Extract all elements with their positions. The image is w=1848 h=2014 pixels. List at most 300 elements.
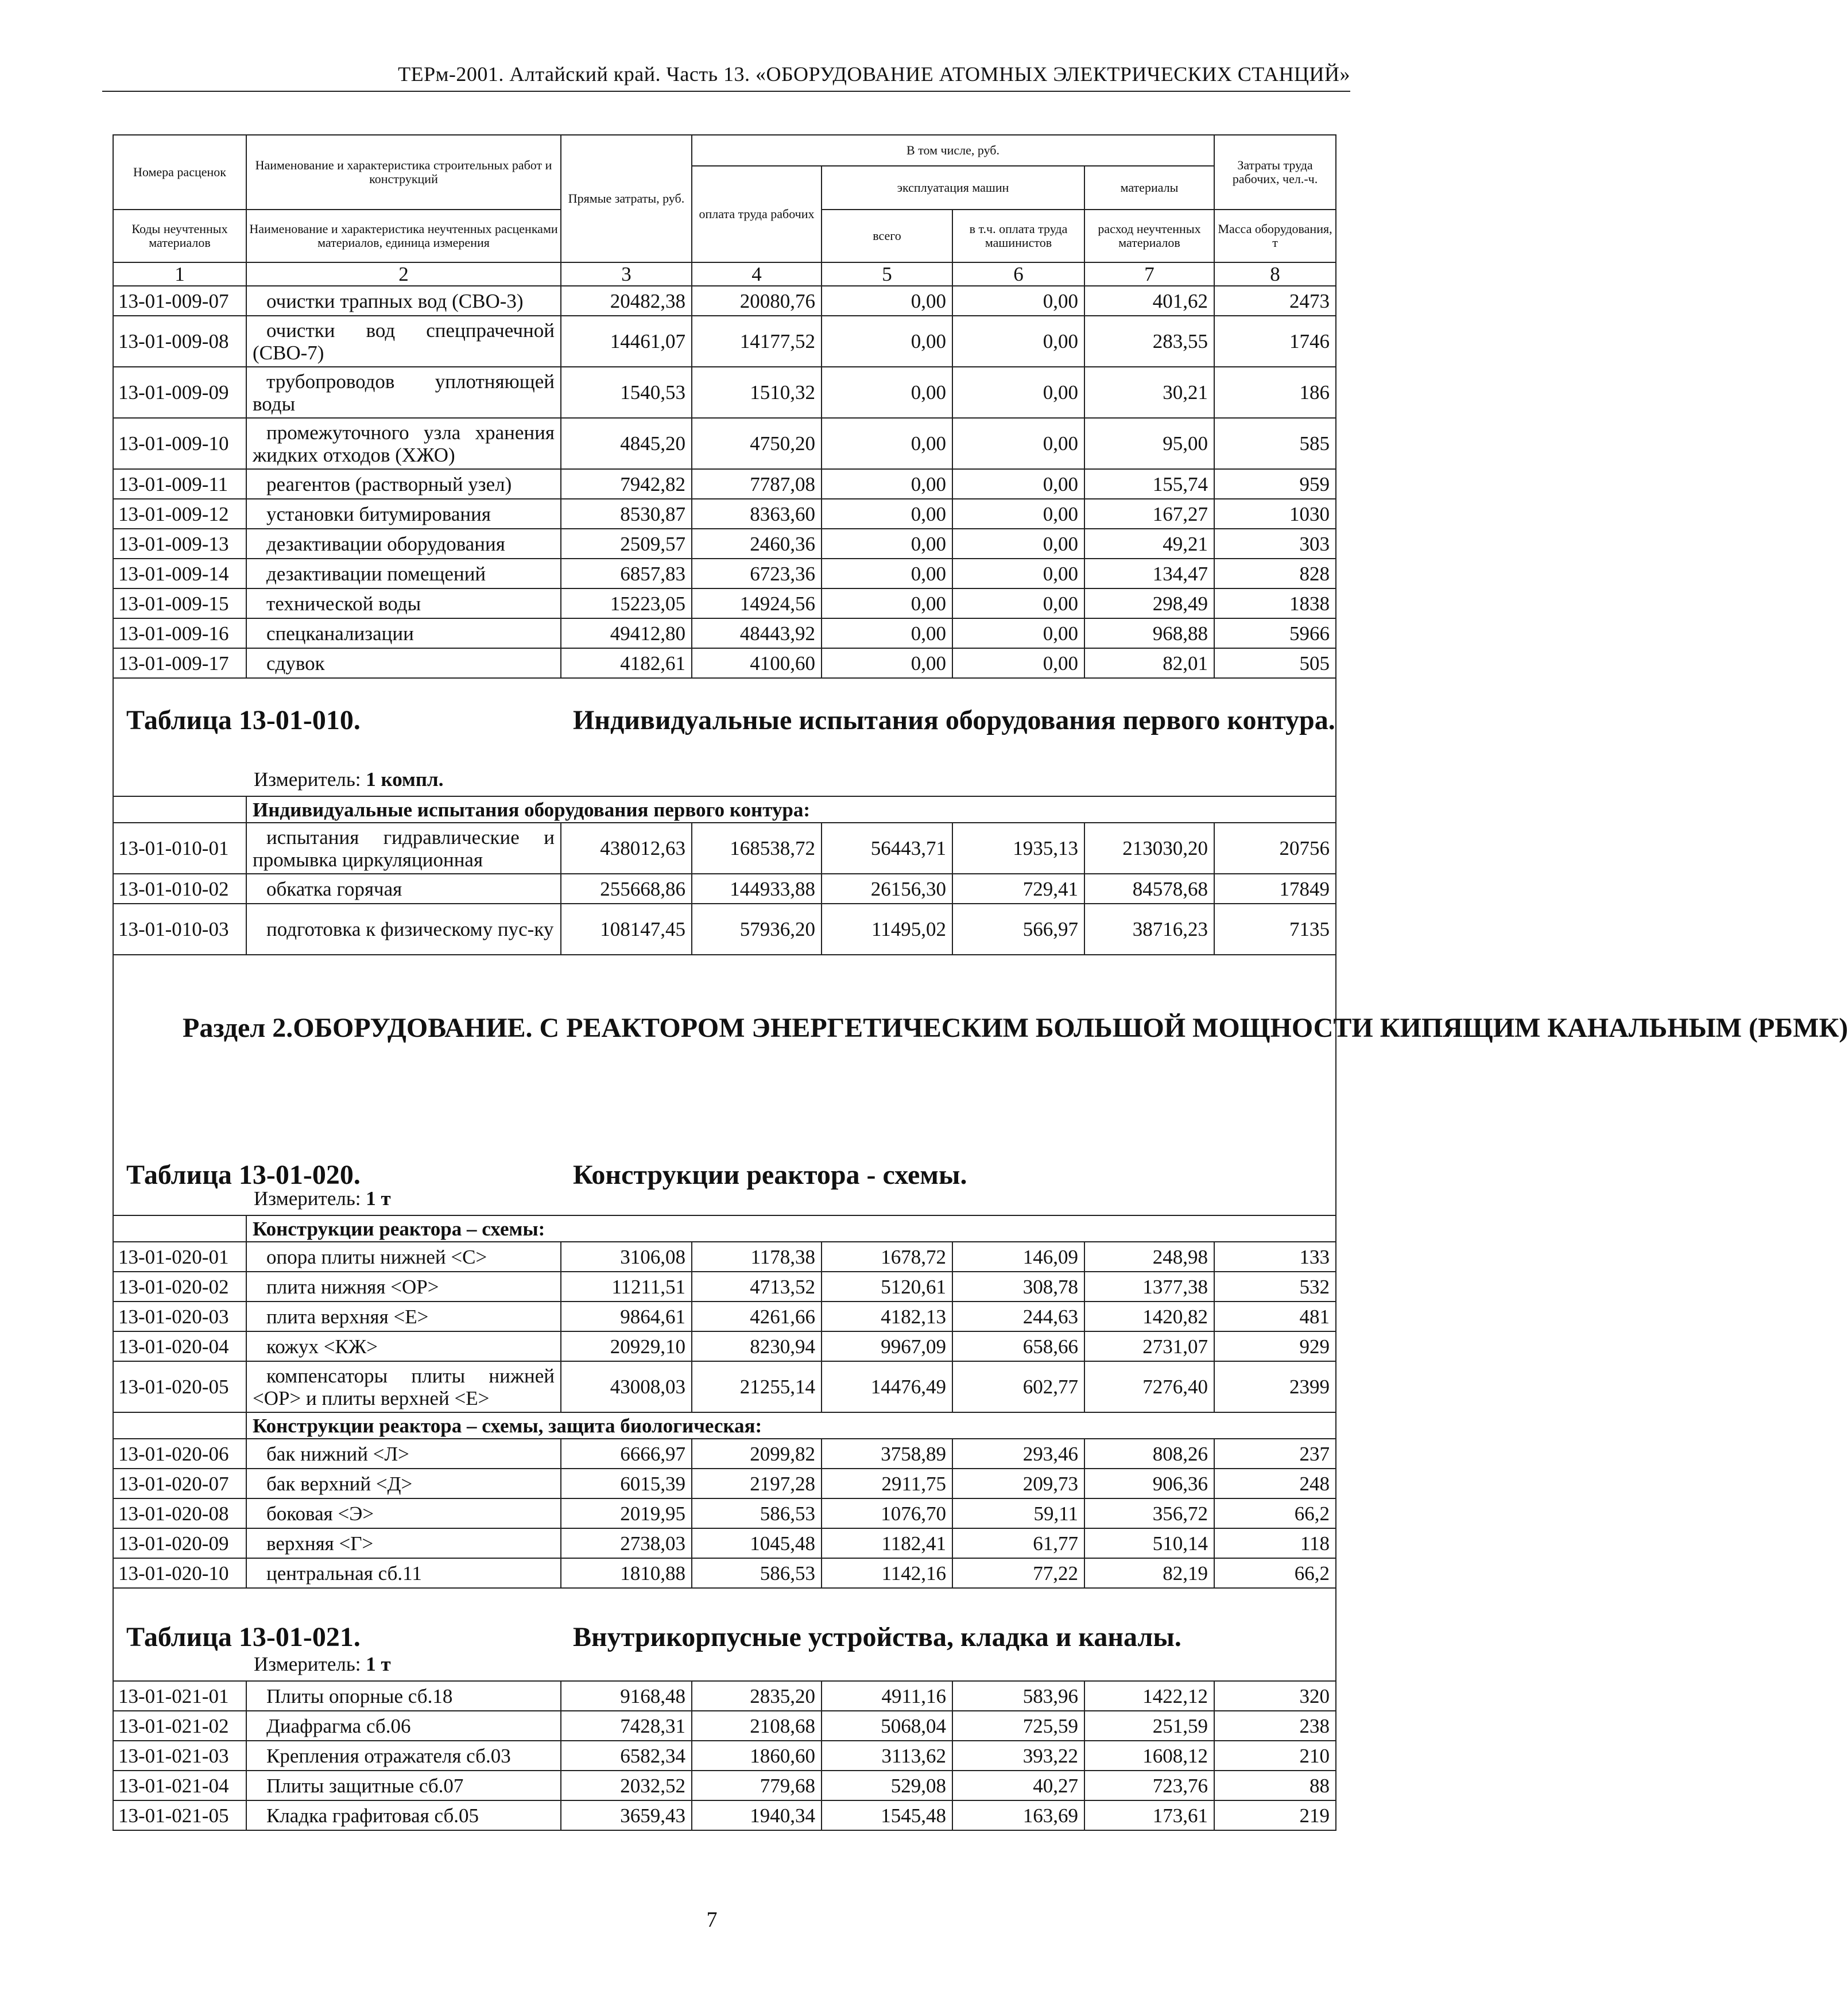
machinist-wages-cell: 0,00: [952, 559, 1084, 588]
workers-wages-cell: 168538,72: [692, 823, 822, 874]
workers-wages-cell: 2099,82: [692, 1439, 822, 1469]
work-name-cell: [246, 1528, 561, 1558]
materials-cost-cell: 401,62: [1084, 286, 1214, 316]
machinist-wages-cell: 77,22: [952, 1558, 1084, 1588]
rate-code-cell: 13-01-009-10: [113, 418, 246, 469]
page-number: 7: [706, 1908, 718, 1932]
rate-code-cell: 13-01-010-03: [113, 904, 246, 955]
table-020-heading: [113, 1149, 1336, 1215]
rate-code-cell: 13-01-020-10: [113, 1558, 246, 1588]
col-number: 7: [1084, 262, 1214, 286]
materials-cost-cell: 30,21: [1084, 367, 1214, 418]
machinist-wages-cell: 583,96: [952, 1681, 1084, 1711]
table-row: [113, 367, 1336, 418]
machines-total-cell: 5120,61: [822, 1272, 952, 1302]
work-name-text: технической воды: [266, 592, 421, 615]
workers-wages-cell: 2197,28: [692, 1469, 822, 1498]
rate-code-cell: 13-01-009-07: [113, 286, 246, 316]
workers-wages-cell: 4713,52: [692, 1272, 822, 1302]
work-name-cell: [246, 367, 561, 418]
col-name-sub-header: Наименование и характеристика неучтенных расценками материалов, единица измерения: [246, 210, 561, 262]
work-name-text: бак нижний <Л>: [266, 1442, 409, 1465]
machinist-wages-cell: 244,63: [952, 1302, 1084, 1331]
work-name-cell: [246, 1242, 561, 1272]
unit-of-measure: [254, 1187, 391, 1210]
labour-or-mass-cell: 532: [1214, 1272, 1336, 1302]
machinist-wages-cell: 0,00: [952, 418, 1084, 469]
materials-cost-cell: 968,88: [1084, 618, 1214, 648]
work-name-cell: [246, 1498, 561, 1528]
machines-total-cell: 9967,09: [822, 1331, 952, 1361]
table-row: [113, 418, 1336, 469]
rate-code-cell: 13-01-021-04: [113, 1771, 246, 1800]
col-direct-costs-header: Прямые затраты, руб.: [561, 135, 692, 262]
col-labour-header: Затраты труда рабочих, чел.-ч.: [1214, 135, 1336, 210]
direct-costs-cell: 7942,82: [561, 469, 692, 499]
materials-cost-cell: 283,55: [1084, 316, 1214, 367]
materials-cost-cell: 906,36: [1084, 1469, 1214, 1498]
machines-total-cell: 1142,16: [822, 1558, 952, 1588]
machines-total-cell: 0,00: [822, 499, 952, 529]
direct-costs-cell: 6015,39: [561, 1469, 692, 1498]
table-row: [113, 1771, 1336, 1800]
machines-total-cell: 0,00: [822, 588, 952, 618]
labour-or-mass-cell: 20756: [1214, 823, 1336, 874]
direct-costs-cell: 8530,87: [561, 499, 692, 529]
section-title: Раздел 2.ОБОРУДОВАНИЕ. С РЕАКТОРОМ ЭНЕРГЕТИЧЕСКИМ БОЛЬШОЙ МОЩНОСТИ КИПЯЩИМ КАНАЛЬНЫМ (РБМК): [183, 1013, 1848, 1043]
labour-or-mass-cell: 186: [1214, 367, 1336, 418]
materials-cost-cell: 155,74: [1084, 469, 1214, 499]
machinist-wages-cell: 59,11: [952, 1498, 1084, 1528]
rate-code-cell: 13-01-021-03: [113, 1741, 246, 1771]
direct-costs-cell: 1540,53: [561, 367, 692, 418]
workers-wages-cell: 4261,66: [692, 1302, 822, 1331]
table-row: [113, 823, 1336, 874]
rate-code-cell: 13-01-010-01: [113, 823, 246, 874]
work-name-text: испытания гидравлические и промывка циркуляционная: [253, 826, 555, 871]
work-name-cell: [246, 1711, 561, 1741]
work-name-cell: [246, 648, 561, 678]
work-name-text: установки битумирования: [266, 502, 491, 525]
table-subheading: Конструкции реактора – схемы:: [246, 1215, 1336, 1242]
labour-or-mass-cell: 303: [1214, 529, 1336, 559]
direct-costs-cell: 438012,63: [561, 823, 692, 874]
workers-wages-cell: 1940,34: [692, 1800, 822, 1830]
materials-cost-cell: 1608,12: [1084, 1741, 1214, 1771]
machines-total-cell: 3758,89: [822, 1439, 952, 1469]
workers-wages-cell: 8363,60: [692, 499, 822, 529]
machines-total-cell: 4911,16: [822, 1681, 952, 1711]
table-row: [113, 1741, 1336, 1771]
col-incl-header: В том числе, руб.: [692, 135, 1214, 166]
machinist-wages-cell: 40,27: [952, 1771, 1084, 1800]
machinist-wages-cell: 0,00: [952, 618, 1084, 648]
table-row: [113, 1331, 1336, 1361]
labour-or-mass-cell: 481: [1214, 1302, 1336, 1331]
labour-or-mass-cell: 7135: [1214, 904, 1336, 955]
materials-cost-cell: 2731,07: [1084, 1331, 1214, 1361]
machinist-wages-cell: 658,66: [952, 1331, 1084, 1361]
direct-costs-cell: 6857,83: [561, 559, 692, 588]
table-row: [113, 499, 1336, 529]
labour-or-mass-cell: 5966: [1214, 618, 1336, 648]
work-name-text: центральная сб.11: [266, 1562, 422, 1585]
work-name-text: сдувок: [266, 652, 325, 675]
rate-code-cell: 13-01-009-16: [113, 618, 246, 648]
labour-or-mass-cell: 248: [1214, 1469, 1336, 1498]
rate-code-cell: 13-01-020-07: [113, 1469, 246, 1498]
machines-total-cell: 56443,71: [822, 823, 952, 874]
machinist-wages-cell: 209,73: [952, 1469, 1084, 1498]
table-row: [113, 1558, 1336, 1588]
machinist-wages-cell: 729,41: [952, 874, 1084, 904]
col-code-header: Номера расценок: [113, 135, 246, 210]
work-name-text: промежуточного узла хранения жидких отходов (ХЖО): [253, 421, 555, 466]
workers-wages-cell: 14924,56: [692, 588, 822, 618]
work-name-cell: [246, 588, 561, 618]
machines-total-cell: 3113,62: [822, 1741, 952, 1771]
materials-cost-cell: 95,00: [1084, 418, 1214, 469]
machinist-wages-cell: 393,22: [952, 1741, 1084, 1771]
materials-cost-cell: 167,27: [1084, 499, 1214, 529]
rate-code-cell: 13-01-009-14: [113, 559, 246, 588]
rate-code-cell: 13-01-020-04: [113, 1331, 246, 1361]
direct-costs-cell: 6582,34: [561, 1741, 692, 1771]
col-machinist-wages-header: в т.ч. оплата труда машинистов: [952, 210, 1084, 262]
work-name-cell: [246, 1361, 561, 1412]
price-table: [113, 134, 1848, 1831]
table-row: [113, 286, 1336, 316]
machines-total-cell: 0,00: [822, 316, 952, 367]
table-row: [113, 1498, 1336, 1528]
workers-wages-cell: 6723,36: [692, 559, 822, 588]
direct-costs-cell: 2509,57: [561, 529, 692, 559]
labour-or-mass-cell: 1030: [1214, 499, 1336, 529]
work-name-text: Плиты защитные сб.07: [266, 1774, 464, 1797]
table-row: [113, 648, 1336, 678]
work-name-text: Кладка графитовая сб.05: [266, 1804, 479, 1827]
unit-value: 1 компл.: [366, 768, 444, 791]
materials-cost-cell: 173,61: [1084, 1800, 1214, 1830]
labour-or-mass-cell: 237: [1214, 1439, 1336, 1469]
table-row: [113, 874, 1336, 904]
machinist-wages-cell: 725,59: [952, 1711, 1084, 1741]
work-name-text: очистки вод спецпрачечной (СВО-7): [253, 319, 555, 364]
machines-total-cell: 26156,30: [822, 874, 952, 904]
direct-costs-cell: 3106,08: [561, 1242, 692, 1272]
work-name-cell: [246, 1800, 561, 1830]
machinist-wages-cell: 0,00: [952, 529, 1084, 559]
table-row: [113, 1302, 1336, 1331]
rate-code-cell: 13-01-020-03: [113, 1302, 246, 1331]
rate-code-cell: 13-01-010-02: [113, 874, 246, 904]
workers-wages-cell: 2108,68: [692, 1711, 822, 1741]
work-name-cell: [246, 559, 561, 588]
materials-cost-cell: 82,01: [1084, 648, 1214, 678]
workers-wages-cell: 48443,92: [692, 618, 822, 648]
workers-wages-cell: 1178,38: [692, 1242, 822, 1272]
workers-wages-cell: 4750,20: [692, 418, 822, 469]
labour-or-mass-cell: 133: [1214, 1242, 1336, 1272]
work-name-cell: [246, 823, 561, 874]
work-name-text: спецканализации: [266, 622, 414, 645]
workers-wages-cell: 4100,60: [692, 648, 822, 678]
direct-costs-cell: 7428,31: [561, 1711, 692, 1741]
col-number: 2: [246, 262, 561, 286]
table-row: [113, 316, 1336, 367]
labour-or-mass-cell: 959: [1214, 469, 1336, 499]
work-name-cell: [246, 1272, 561, 1302]
materials-cost-cell: 248,98: [1084, 1242, 1214, 1272]
labour-or-mass-cell: 66,2: [1214, 1558, 1336, 1588]
table-subheading-row: [113, 1412, 1336, 1439]
work-name-text: Плиты опорные сб.18: [266, 1684, 453, 1707]
table-subheading: Индивидуальные испытания оборудования первого контура:: [246, 796, 1336, 823]
machinist-wages-cell: 146,09: [952, 1242, 1084, 1272]
workers-wages-cell: 7787,08: [692, 469, 822, 499]
machinist-wages-cell: 0,00: [952, 469, 1084, 499]
rate-code-cell: 13-01-020-06: [113, 1439, 246, 1469]
work-name-text: дезактивации оборудования: [266, 532, 505, 555]
machines-total-cell: 11495,02: [822, 904, 952, 955]
table-021-heading: [113, 1588, 1336, 1681]
materials-cost-cell: 84578,68: [1084, 874, 1214, 904]
work-name-text: очистки трапных вод (СВО-3): [266, 289, 524, 312]
labour-or-mass-cell: 505: [1214, 648, 1336, 678]
work-name-text: плита нижняя <ОР>: [266, 1275, 439, 1298]
labour-or-mass-cell: 1838: [1214, 588, 1336, 618]
work-name-text: верхняя <Г>: [266, 1532, 374, 1555]
col-number: 1: [113, 262, 246, 286]
machines-total-cell: 1182,41: [822, 1528, 952, 1558]
materials-cost-cell: 808,26: [1084, 1439, 1214, 1469]
workers-wages-cell: 1510,32: [692, 367, 822, 418]
machines-total-cell: 0,00: [822, 418, 952, 469]
direct-costs-cell: 2032,52: [561, 1771, 692, 1800]
workers-wages-cell: 1045,48: [692, 1528, 822, 1558]
table-row: [113, 469, 1336, 499]
machines-total-cell: 5068,04: [822, 1711, 952, 1741]
col-number: 4: [692, 262, 822, 286]
rate-code-cell: 13-01-009-12: [113, 499, 246, 529]
work-name-text: плита верхняя <Е>: [266, 1305, 429, 1328]
machinist-wages-cell: 308,78: [952, 1272, 1084, 1302]
workers-wages-cell: 14177,52: [692, 316, 822, 367]
machines-total-cell: 0,00: [822, 618, 952, 648]
work-name-cell: [246, 316, 561, 367]
table-row: [113, 904, 1336, 955]
labour-or-mass-cell: 929: [1214, 1331, 1336, 1361]
table-number: Таблица 13-01-021.: [126, 1622, 361, 1652]
unit-of-measure: [254, 768, 443, 791]
machinist-wages-cell: 61,77: [952, 1528, 1084, 1558]
work-name-cell: [246, 1771, 561, 1800]
work-name-text: обкатка горячая: [266, 877, 402, 900]
machines-total-cell: 0,00: [822, 529, 952, 559]
col-name-header: Наименование и характеристика строительных работ и конструкций: [246, 135, 561, 210]
work-name-cell: [246, 418, 561, 469]
machines-total-cell: 0,00: [822, 469, 952, 499]
table-row: [113, 1439, 1336, 1469]
direct-costs-cell: 6666,97: [561, 1439, 692, 1469]
machines-total-cell: 0,00: [822, 648, 952, 678]
machines-total-cell: 529,08: [822, 1771, 952, 1800]
machines-total-cell: 1545,48: [822, 1800, 952, 1830]
materials-cost-cell: 1420,82: [1084, 1302, 1214, 1331]
labour-or-mass-cell: 320: [1214, 1681, 1336, 1711]
table-row: [113, 1800, 1336, 1830]
workers-wages-cell: 1860,60: [692, 1741, 822, 1771]
direct-costs-cell: 14461,07: [561, 316, 692, 367]
rate-code-cell: 13-01-020-05: [113, 1361, 246, 1412]
table-row: [113, 1272, 1336, 1302]
machinist-wages-cell: 0,00: [952, 286, 1084, 316]
materials-cost-cell: 134,47: [1084, 559, 1214, 588]
machines-total-cell: 14476,49: [822, 1361, 952, 1412]
materials-cost-cell: 298,49: [1084, 588, 1214, 618]
machines-total-cell: 4182,13: [822, 1302, 952, 1331]
rate-code-cell: 13-01-020-01: [113, 1242, 246, 1272]
table-010-heading: [113, 678, 1336, 796]
labour-or-mass-cell: 1746: [1214, 316, 1336, 367]
work-name-text: кожух <КЖ>: [266, 1335, 378, 1358]
workers-wages-cell: 57936,20: [692, 904, 822, 955]
col-number: 8: [1214, 262, 1336, 286]
workers-wages-cell: 2460,36: [692, 529, 822, 559]
col-machines-total-header: всего: [822, 210, 952, 262]
labour-or-mass-cell: 828: [1214, 559, 1336, 588]
materials-cost-cell: 213030,20: [1084, 823, 1214, 874]
workers-wages-cell: 20080,76: [692, 286, 822, 316]
rate-code-cell: 13-01-009-09: [113, 367, 246, 418]
direct-costs-cell: 9864,61: [561, 1302, 692, 1331]
work-name-cell: [246, 1331, 561, 1361]
direct-costs-cell: 2738,03: [561, 1528, 692, 1558]
work-name-text: боковая <Э>: [266, 1502, 374, 1525]
table-row: [113, 1681, 1336, 1711]
running-header: ТЕРм-2001. Алтайский край. Часть 13. «ОБОРУДОВАНИЕ АТОМНЫХ ЭЛЕКТРИЧЕСКИХ СТАНЦИЙ»: [102, 62, 1350, 92]
direct-costs-cell: 255668,86: [561, 874, 692, 904]
unit-of-measure: [254, 1653, 391, 1675]
machinist-wages-cell: 1935,13: [952, 823, 1084, 874]
machinist-wages-cell: 163,69: [952, 1800, 1084, 1830]
table-row: [113, 529, 1336, 559]
work-name-text: опора плиты нижней <С>: [266, 1245, 487, 1268]
materials-cost-cell: 1422,12: [1084, 1681, 1214, 1711]
work-name-cell: [246, 1469, 561, 1498]
work-name-text: Крепления отражателя сб.03: [266, 1744, 511, 1767]
work-name-text: Диафрагма сб.06: [266, 1714, 411, 1737]
labour-or-mass-cell: 66,2: [1214, 1498, 1336, 1528]
table-row: [113, 1469, 1336, 1498]
table-row: [113, 588, 1336, 618]
direct-costs-cell: 1810,88: [561, 1558, 692, 1588]
unit-value: 1 т: [366, 1187, 391, 1210]
table-row: [113, 1242, 1336, 1272]
table-name: Внутрикорпусные устройства, кладка и каналы.: [573, 1622, 1181, 1652]
rate-code-cell: 13-01-021-01: [113, 1681, 246, 1711]
rate-code-cell: 13-01-020-09: [113, 1528, 246, 1558]
work-name-text: компенсаторы плиты нижней <ОР> и плиты верхней <Е>: [253, 1364, 555, 1409]
labour-or-mass-cell: 118: [1214, 1528, 1336, 1558]
table-subheading-row: [113, 796, 1336, 823]
col-machines-header: эксплуатация машин: [822, 166, 1084, 210]
table-number: Таблица 13-01-020.: [126, 1160, 361, 1190]
machines-total-cell: 1076,70: [822, 1498, 952, 1528]
rate-code-cell: 13-01-020-08: [113, 1498, 246, 1528]
labour-or-mass-cell: 17849: [1214, 874, 1336, 904]
labour-or-mass-cell: 2473: [1214, 286, 1336, 316]
col-wages-header: оплата труда рабочих: [692, 166, 822, 262]
work-name-cell: [246, 618, 561, 648]
direct-costs-cell: 20929,10: [561, 1331, 692, 1361]
work-name-cell: [246, 1681, 561, 1711]
unit-label: Измеритель:: [254, 1187, 361, 1210]
direct-costs-cell: 49412,80: [561, 618, 692, 648]
direct-costs-cell: 20482,38: [561, 286, 692, 316]
table-row: [113, 1528, 1336, 1558]
table-subheading: Конструкции реактора – схемы, защита биологическая:: [246, 1412, 1336, 1439]
machines-total-cell: 0,00: [822, 367, 952, 418]
table-number: Таблица 13-01-010.: [126, 705, 361, 735]
workers-wages-cell: 21255,14: [692, 1361, 822, 1412]
table-row: [113, 618, 1336, 648]
col-number: 3: [561, 262, 692, 286]
direct-costs-cell: 3659,43: [561, 1800, 692, 1830]
direct-costs-cell: 9168,48: [561, 1681, 692, 1711]
rate-code-cell: 13-01-009-15: [113, 588, 246, 618]
machinist-wages-cell: 293,46: [952, 1439, 1084, 1469]
materials-cost-cell: 251,59: [1084, 1711, 1214, 1741]
rate-code-cell: 13-01-021-05: [113, 1800, 246, 1830]
direct-costs-cell: 43008,03: [561, 1361, 692, 1412]
table-name: Конструкции реактора - схемы.: [573, 1160, 967, 1190]
labour-or-mass-cell: 210: [1214, 1741, 1336, 1771]
direct-costs-cell: 2019,95: [561, 1498, 692, 1528]
work-name-text: дезактивации помещений: [266, 562, 486, 585]
work-name-cell: [246, 286, 561, 316]
workers-wages-cell: 2835,20: [692, 1681, 822, 1711]
machinist-wages-cell: 0,00: [952, 367, 1084, 418]
machines-total-cell: 0,00: [822, 286, 952, 316]
work-name-cell: [246, 904, 561, 955]
machinist-wages-cell: 0,00: [952, 499, 1084, 529]
direct-costs-cell: 15223,05: [561, 588, 692, 618]
col-number: 5: [822, 262, 952, 286]
table-row: [113, 1361, 1336, 1412]
direct-costs-cell: 11211,51: [561, 1272, 692, 1302]
labour-or-mass-cell: 219: [1214, 1800, 1336, 1830]
materials-cost-cell: 38716,23: [1084, 904, 1214, 955]
work-name-cell: [246, 529, 561, 559]
rate-code-cell: 13-01-009-11: [113, 469, 246, 499]
materials-cost-cell: 49,21: [1084, 529, 1214, 559]
col-materials-header: материалы: [1084, 166, 1214, 210]
col-equipment-mass-header: Масса оборудования, т: [1214, 210, 1336, 262]
work-name-cell: [246, 1741, 561, 1771]
machinist-wages-cell: 0,00: [952, 648, 1084, 678]
materials-cost-cell: 82,19: [1084, 1558, 1214, 1588]
rate-code-cell: 13-01-009-08: [113, 316, 246, 367]
workers-wages-cell: 586,53: [692, 1558, 822, 1588]
materials-cost-cell: 7276,40: [1084, 1361, 1214, 1412]
machinist-wages-cell: 602,77: [952, 1361, 1084, 1412]
work-name-text: реагентов (растворный узел): [266, 472, 512, 495]
work-name-cell: [246, 469, 561, 499]
materials-cost-cell: 356,72: [1084, 1498, 1214, 1528]
work-name-text: подготовка к физическому пус-ку: [266, 918, 554, 940]
direct-costs-cell: 108147,45: [561, 904, 692, 955]
